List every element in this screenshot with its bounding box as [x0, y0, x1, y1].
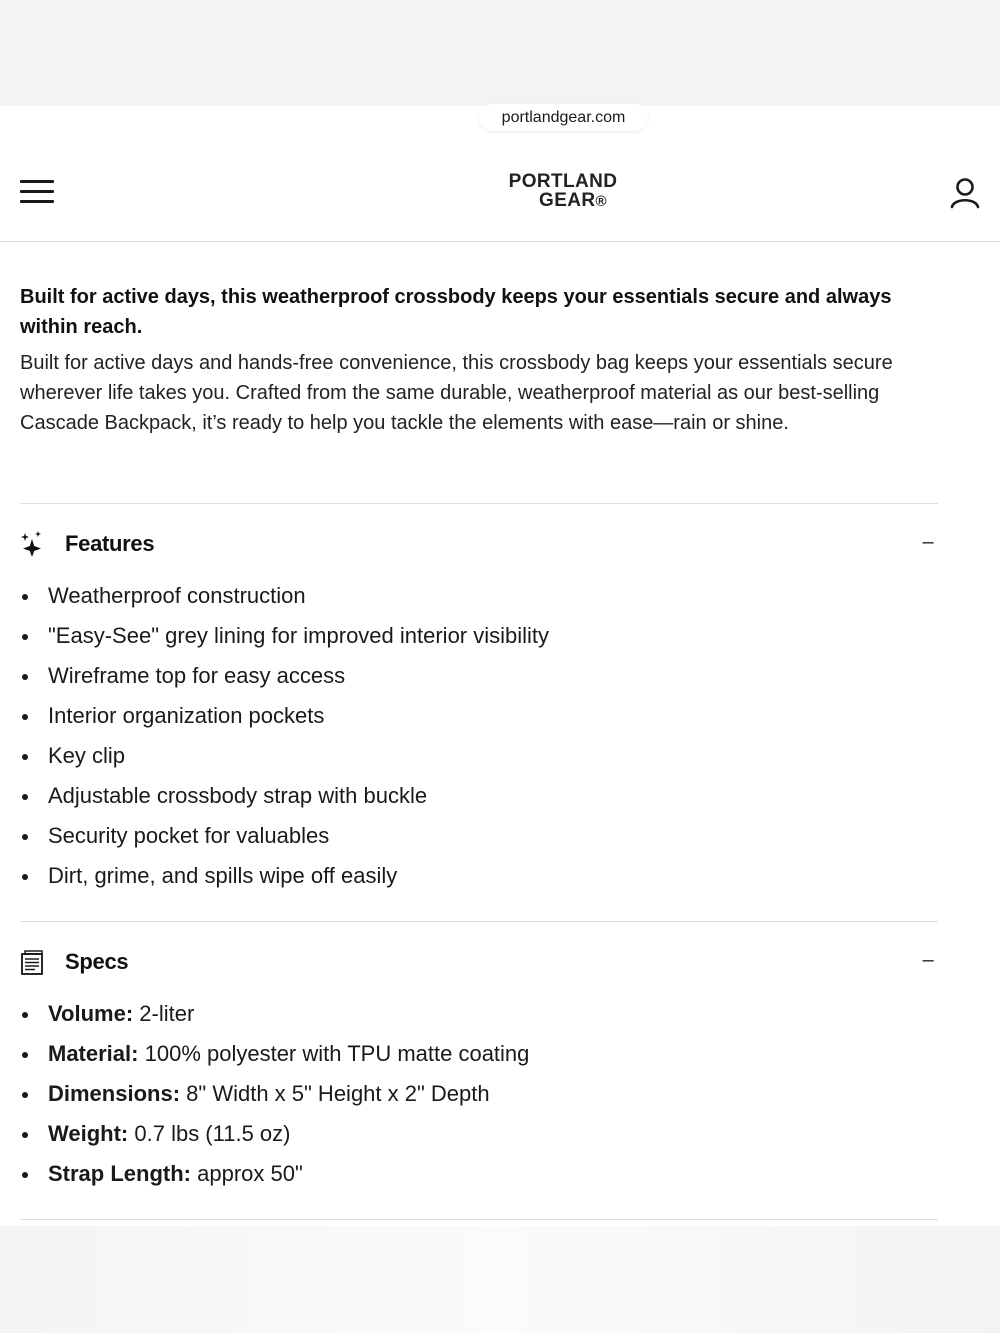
specs-title: Specs	[65, 949, 129, 974]
list-item: Security pocket for valuables	[20, 816, 938, 856]
list-item: Interior organization pockets	[20, 696, 938, 736]
spec-item: Volume: 2-liter	[20, 994, 938, 1034]
url-bar[interactable]: portlandgear.com	[479, 104, 648, 131]
browser-top-chrome	[0, 0, 1000, 106]
browser-bottom-chrome	[0, 1226, 1000, 1333]
collapse-toggle[interactable]: –	[922, 949, 934, 971]
sparkle-icon	[20, 531, 44, 557]
list-item: Dirt, grime, and spills wipe off easily	[20, 856, 938, 896]
product-description-text: Built for active days and hands-free convenience, this crossbody bag keeps your essentials secure wherever life takes you. Crafted from the same durable, weatherproof material as our best-selling Cascade Backpack, it’s ready to help you tackle the elements with ease—rain or shine.	[20, 352, 893, 434]
specs-list	[20, 994, 938, 1194]
features-title: Features	[65, 531, 155, 556]
list-item: "Easy-See" grey lining for improved interior visibility	[20, 616, 938, 656]
features-list	[20, 576, 938, 896]
specs-accordion-header[interactable]	[20, 943, 938, 983]
product-lead: Built for active days, this weatherproof crossbody keeps your essentials secure and always within reach.	[20, 286, 892, 338]
spec-item: Dimensions: 8" Width x 5" Height x 2" Depth	[20, 1074, 938, 1114]
site-logo[interactable]	[490, 172, 636, 211]
divider	[20, 1219, 938, 1220]
list-item: Adjustable crossbody strap with buckle	[20, 776, 938, 816]
product-description	[20, 282, 938, 438]
divider	[20, 921, 938, 922]
hamburger-menu-icon[interactable]	[20, 180, 54, 206]
list-item: Wireframe top for easy access	[20, 656, 938, 696]
logo-line-1: PORTLAND	[508, 171, 618, 192]
spec-item: Weight: 0.7 lbs (11.5 oz)	[20, 1114, 938, 1154]
collapse-toggle[interactable]: –	[922, 531, 934, 553]
spec-item: Material: 100% polyester with TPU matte coating	[20, 1034, 938, 1074]
list-item: Weatherproof construction	[20, 576, 938, 616]
spec-item: Strap Length: approx 50"	[20, 1154, 938, 1194]
user-account-icon[interactable]	[948, 176, 982, 210]
logo-line-2: GEAR®	[539, 190, 607, 211]
divider	[20, 503, 938, 504]
features-accordion-header[interactable]	[20, 525, 938, 565]
list-item: Key clip	[20, 736, 938, 776]
site-header	[0, 142, 1000, 242]
spec-sheet-icon	[20, 949, 44, 975]
